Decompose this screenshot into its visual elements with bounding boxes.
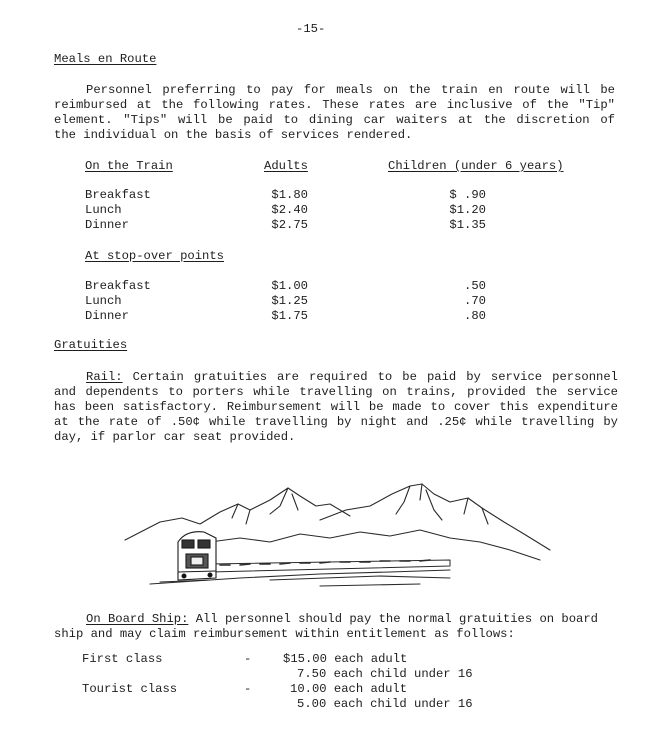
mountain-foothills — [180, 530, 540, 560]
tourist-class-label: Tourist class — [82, 682, 178, 696]
mountain-ridge-left — [125, 488, 350, 540]
meals-intro-line-4: the individual on the basis of services rendered. — [54, 128, 413, 142]
stopover-row-adult: $1.25 — [271, 294, 308, 308]
stopover-row-meal: Breakfast — [85, 279, 151, 293]
rail-line-2: and dependents to porters while travelling on trains, provided the service — [54, 385, 618, 399]
tourist-class-dash: - — [244, 682, 252, 696]
tourist-class-child-rate: 5.00 each child under 16 — [297, 697, 473, 711]
ship-line-2: ship and may claim reimbursement within entitlement as follows: — [54, 627, 515, 641]
rail-line-1: Rail: Certain gratuities are required to be paid by service personnel — [86, 370, 618, 384]
rail-paragraph — [54, 370, 618, 445]
train-row-adult: $2.40 — [271, 203, 308, 217]
rail-label: Rail: — [86, 370, 123, 384]
meals-heading: Meals en Route — [54, 52, 157, 66]
stopover-row-child: .80 — [464, 309, 486, 323]
first-class-child-rate: 7.50 each child under 16 — [297, 667, 473, 681]
meals-intro-line-1: Personnel preferring to pay for meals on the train en route will be — [86, 83, 615, 97]
rail-line-5: day, if parlor car seat provided. — [54, 430, 296, 444]
train-row-meal: Breakfast — [85, 188, 151, 202]
stopover-row-child: .50 — [464, 279, 486, 293]
page-number: -15- — [296, 22, 326, 36]
train-row-child: $ .90 — [449, 188, 486, 202]
rail-line-3: has been satisfactory. Reimbursement will be made to cover this expenditure — [54, 400, 618, 414]
adults-column-header: Adults — [264, 159, 308, 173]
meals-intro-line-2: reimbursed at the following rates. These rates are inclusive of the "Tip" — [54, 98, 615, 112]
stopover-row-meal: Lunch — [85, 294, 122, 308]
stop-over-heading: At stop-over points — [85, 249, 224, 263]
first-class-dash: - — [244, 652, 252, 666]
stopover-row-adult: $1.75 — [271, 309, 308, 323]
first-class-label: First class — [82, 652, 163, 666]
locomotive — [178, 532, 216, 580]
stopover-row-child: .70 — [464, 294, 486, 308]
first-class-adult-rate: $15.00 each adult — [283, 652, 408, 666]
children-column-header: Children (under 6 years) — [388, 159, 564, 173]
rail-line-4: at the rate of .50¢ while travelling by night and .25¢ while travelling by — [54, 415, 618, 429]
train-row-child: $1.35 — [449, 218, 486, 232]
train-row-meal: Lunch — [85, 203, 122, 217]
on-train-heading: On the Train — [85, 159, 173, 173]
meals-intro-paragraph — [54, 83, 615, 143]
tourist-class-adult-rate: 10.00 each adult — [290, 682, 408, 696]
meals-intro-line-3: element. "Tips" will be paid to dining car waiters at the discretion of — [54, 113, 615, 127]
train-row-child: $1.20 — [449, 203, 486, 217]
mountain-ridge-right — [320, 484, 550, 550]
stopover-row-adult: $1.00 — [271, 279, 308, 293]
gratuities-heading: Gratuities — [54, 338, 128, 352]
train-row-adult: $1.80 — [271, 188, 308, 202]
mountain-train-illustration — [120, 480, 560, 595]
train-row-meal: Dinner — [85, 218, 129, 232]
mountain-shading — [232, 484, 488, 524]
train-row-adult: $2.75 — [271, 218, 308, 232]
ship-label: On Board Ship: — [86, 612, 189, 626]
ship-line-1: On Board Ship: All personnel should pay the normal gratuities on board — [86, 612, 598, 626]
stopover-row-meal: Dinner — [85, 309, 129, 323]
